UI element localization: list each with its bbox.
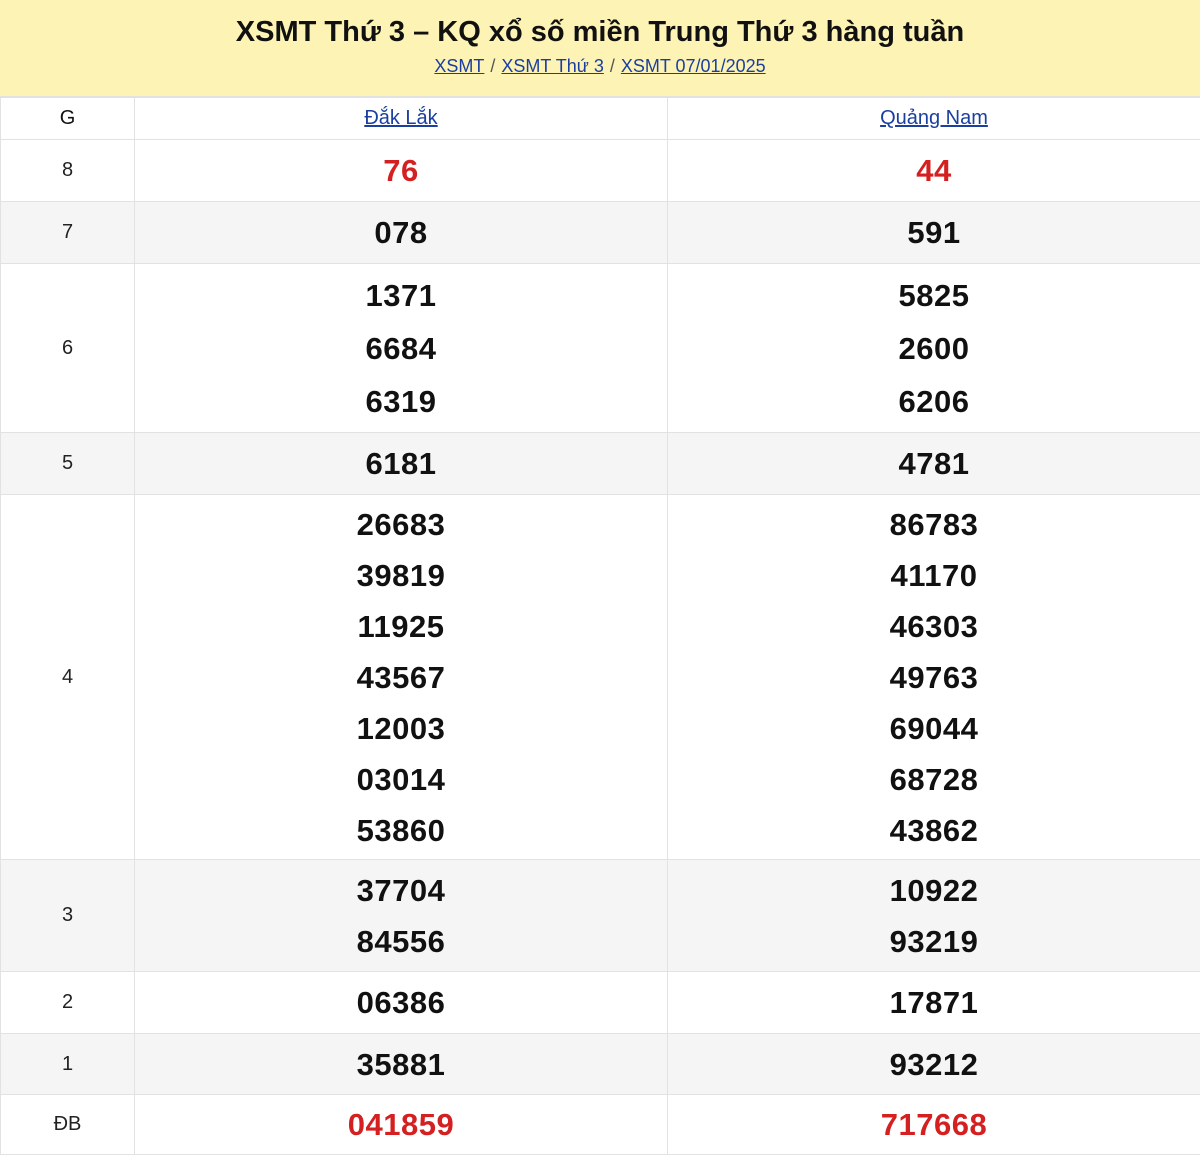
province-link-dak-lak[interactable]: Đắk Lắk (364, 107, 438, 129)
result-number: 1371 (365, 277, 437, 313)
prize-label: 4 (1, 495, 135, 860)
result-cell (135, 264, 668, 433)
result-number: 39819 (356, 557, 446, 593)
result-number: 17871 (889, 985, 979, 1020)
breadcrumb-separator: / (490, 56, 496, 76)
result-cell (668, 860, 1200, 972)
result-number: 46303 (889, 608, 979, 644)
column-header-prize: G (1, 98, 135, 140)
prize-label: 3 (1, 860, 135, 972)
result-number: 93219 (889, 923, 979, 959)
page-header (0, 0, 1200, 97)
result-cell (135, 972, 668, 1034)
result-cell (135, 140, 668, 202)
result-number: 4781 (898, 446, 970, 481)
result-number: 10922 (889, 872, 979, 908)
result-number: 26683 (356, 506, 446, 542)
column-header-province-2 (668, 98, 1200, 140)
result-number: 93212 (889, 1046, 979, 1082)
result-cell (668, 1095, 1200, 1155)
result-number: 76 (383, 153, 419, 188)
prize-row-g8 (1, 140, 1200, 202)
result-cell (668, 495, 1200, 860)
breadcrumb-link-date[interactable]: XSMT 07/01/2025 (620, 56, 766, 76)
result-number: 6684 (365, 330, 437, 366)
prize-row-g7 (1, 202, 1200, 264)
result-cell (668, 1034, 1200, 1095)
province-link-quang-nam[interactable]: Quảng Nam (880, 107, 988, 129)
result-number: 078 (374, 215, 428, 250)
prize-label: 1 (1, 1034, 135, 1095)
result-cell (668, 202, 1200, 264)
result-number: 5825 (898, 277, 970, 313)
result-number: 591 (907, 215, 961, 250)
result-cell (135, 1034, 668, 1095)
result-number: 6206 (898, 383, 970, 419)
result-cell (668, 433, 1200, 495)
result-cell (135, 1095, 668, 1155)
prize-label: 7 (1, 202, 135, 264)
table-header-row (1, 98, 1200, 140)
result-cell (135, 433, 668, 495)
column-header-province-1 (135, 98, 668, 140)
result-cell (668, 264, 1200, 433)
result-number: 11925 (357, 608, 445, 644)
results-table (0, 97, 1200, 1155)
breadcrumb-separator: / (609, 56, 615, 76)
breadcrumb (0, 56, 1200, 77)
result-cell (135, 860, 668, 972)
special-prize-number: 717668 (880, 1107, 988, 1142)
result-number: 43862 (889, 812, 979, 848)
page-title: XSMT Thứ 3 – KQ xổ số miền Trung Thứ 3 hàng tuần (235, 16, 965, 48)
prize-row-g2 (1, 972, 1200, 1034)
prize-label: 8 (1, 140, 135, 202)
breadcrumb-link-xsmt-thu-3[interactable]: XSMT Thứ 3 (501, 56, 604, 76)
result-number: 03014 (356, 761, 446, 797)
result-number: 53860 (356, 812, 446, 848)
result-number: 49763 (889, 659, 979, 695)
prize-row-g3 (1, 860, 1200, 972)
result-cell (668, 140, 1200, 202)
prize-label: 5 (1, 433, 135, 495)
result-cell (135, 202, 668, 264)
result-number: 68728 (889, 761, 979, 797)
result-number: 6319 (365, 383, 437, 419)
result-number: 12003 (356, 710, 446, 746)
result-cell (135, 495, 668, 860)
result-number: 41170 (890, 557, 978, 593)
result-number: 43567 (356, 659, 446, 695)
prize-row-g4 (1, 495, 1200, 860)
prize-row-g6 (1, 264, 1200, 433)
prize-row-g1 (1, 1034, 1200, 1095)
special-prize-number: 041859 (347, 1107, 455, 1142)
result-cell (668, 972, 1200, 1034)
prize-row-g5 (1, 433, 1200, 495)
breadcrumb-link-xsmt[interactable]: XSMT (434, 56, 485, 76)
prize-label: 6 (1, 264, 135, 433)
prize-row-special (1, 1095, 1200, 1155)
result-number: 6181 (365, 446, 437, 481)
result-number: 35881 (356, 1046, 446, 1082)
result-number: 44 (916, 153, 952, 188)
result-number: 06386 (356, 985, 446, 1020)
prize-label: 2 (1, 972, 135, 1034)
result-number: 2600 (898, 330, 970, 366)
prize-label: ĐB (1, 1095, 135, 1155)
result-number: 84556 (356, 923, 446, 959)
result-number: 37704 (356, 872, 446, 908)
result-number: 86783 (889, 506, 979, 542)
result-number: 69044 (889, 710, 979, 746)
